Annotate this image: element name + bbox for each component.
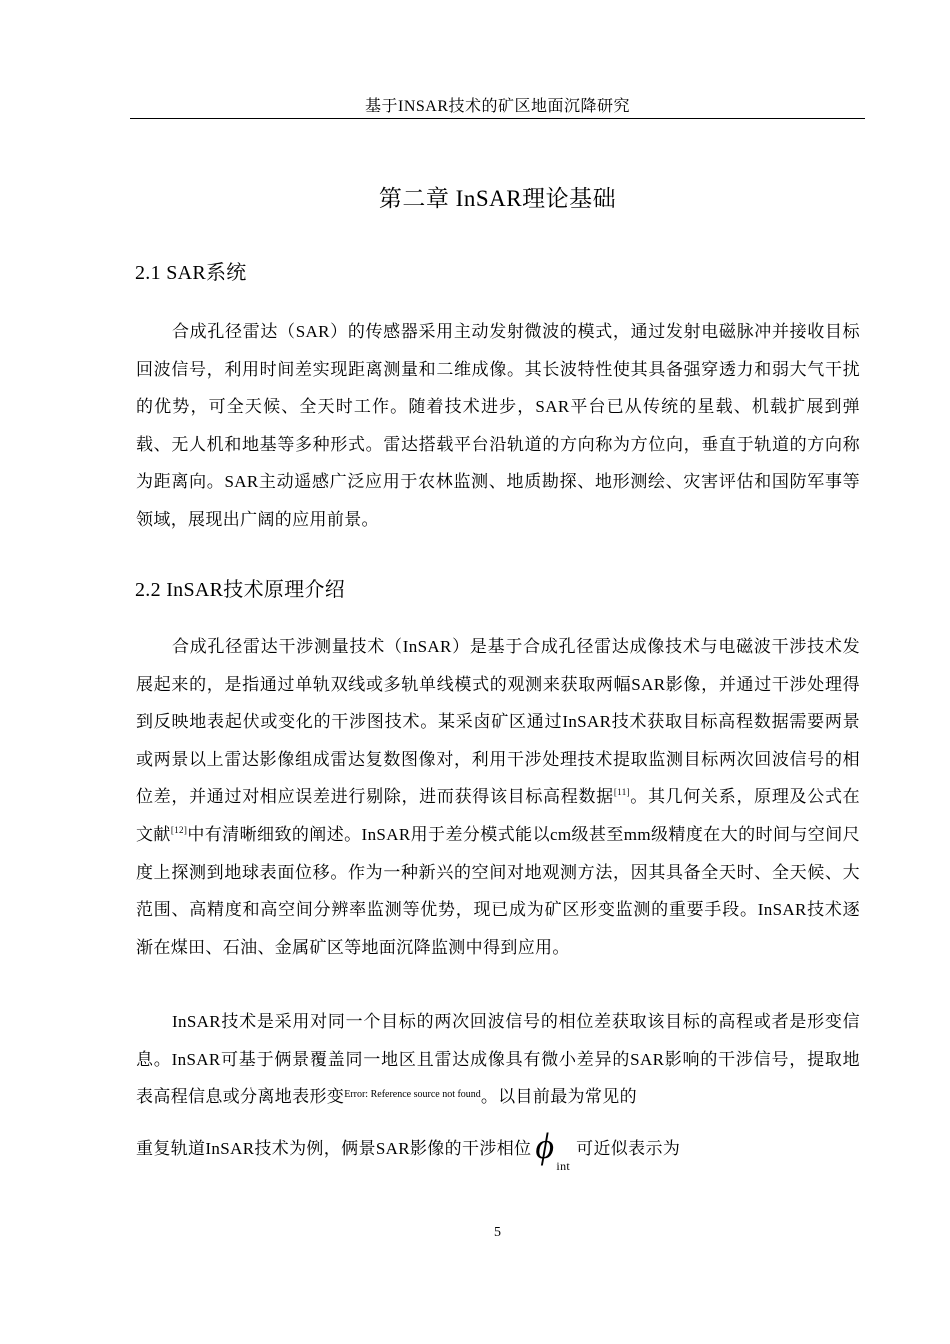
paragraph-text: 。其几何关系，原理及公式在文献 <box>136 787 860 844</box>
page-number: 5 <box>494 1225 501 1240</box>
citation-11[interactable]: [11] <box>613 787 630 798</box>
section-heading-2-2: 2.2 InSAR技术原理介绍 <box>135 579 346 601</box>
paragraph-text: InSAR技术是采用对同一个目标的两次回波信号的相位差获取该目标的高程或者是形变信息。InSAR可基于俩景覆盖同一地区且雷达成像具有微小差异的SAR影响的干涉信号，提取地表高程信息或分离地表形变 <box>136 1012 860 1107</box>
paragraph-sar-system: 合成孔径雷达（SAR）的传感器采用主动发射微波的模式，通过发射电磁脉冲并接收目标回波信号，利用时间差实现距离测量和二维成像。其长波特性使其具备强穿透力和弱大气干扰的优势，可全天候、全天时工作。随着技术进步，SAR平台已从传统的星载、机载扩展到弹载、无人机和地基等多种形式。雷达搭载平台沿轨道的方向称为方位向，垂直于轨道的方向称为距离向。SAR主动遥感广泛应用于农林监测、地质勘探、地形测绘、灾害评估和国防军事等领域，展现出广阔的应用前景。 <box>136 322 860 529</box>
citation-12[interactable]: [12] <box>170 824 188 835</box>
formula-intro-line: 重复轨道InSAR技术为例，俩景SAR影像的干涉相位 ϕ int可近似表示为 <box>136 1126 681 1173</box>
line-text: 重复轨道InSAR技术为例，俩景SAR影像的干涉相位 <box>136 1139 532 1158</box>
paragraph-insar-principle <box>136 1003 860 1116</box>
line-text: 可近似表示为 <box>576 1139 681 1158</box>
header-divider <box>130 118 865 119</box>
paragraph-text: 中有清晰细致的阐述。InSAR用于差分模式能以cm级甚至mm级精度在大的时间与空间尺度上探测到地球表面位移。作为一种新兴的空间对地观测方法，因其具备全天时、全天候、大范围、高精度和高空间分辨率监测等优势，现已成为矿区形变监测的重要手段。InSAR技术逐渐在煤田、石油、金属矿区等地面沉降监测中得到应用。 <box>136 824 861 957</box>
chapter-title: 第二章 InSAR理论基础 <box>378 186 617 211</box>
paragraph-insar-intro <box>136 628 860 966</box>
paragraph-text: 。以目前最为常见的 <box>480 1087 637 1107</box>
section-heading-2-1: 2.1 SAR系统 <box>135 262 247 284</box>
running-header: 基于INSAR技术的矿区地面沉降研究 <box>364 98 630 115</box>
reference-error-field: Error: Reference source not found <box>344 1089 481 1101</box>
paragraph-text: 合成孔径雷达干涉测量技术（InSAR）是基于合成孔径雷达成像技术与电磁波干涉技术发展起来的，是指通过单轨双线或多轨单线模式的观测来获取两幅SAR影像，并通过干涉处理得到反映地表起伏或变化的干涉图技术。某采卤矿区通过InSAR技术获取目标高程数据需要两景或两景以上雷达影像组成雷达复数图像对，利用干涉处理技术提取监测目标两次回波信号的相位差，并通过对相应误差进行剔除，进而获得该目标高程数据 <box>136 637 860 807</box>
